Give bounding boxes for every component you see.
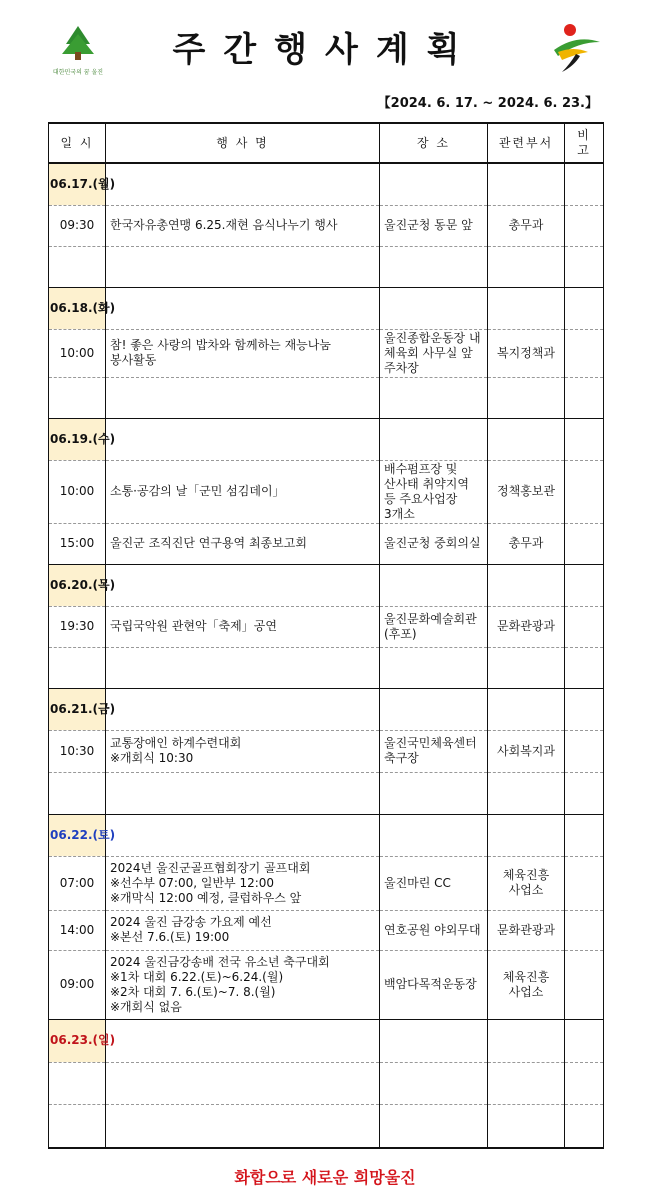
event-dept: 체육진흥 사업소 [488,856,565,910]
event-name: 2024 울진 금강송 가요제 예선 ※본선 7.6.(토) 19:00 [106,910,380,950]
event-name: 소통·공감의 날「군민 섬김데이」 [106,460,380,523]
date-cell: 06.17.(월) [49,163,106,205]
blank-row [49,1062,604,1104]
table-row [49,856,604,910]
event-note [565,460,604,523]
event-name: 울진군 조직진단 연구용역 최종보고회 [106,523,380,564]
event-note [565,329,604,377]
date-row [49,287,604,329]
event-name: 2024년 울진군골프협회장기 골프대회 ※선수부 07:00, 일반부 12:00 ※개막식 12:00 예정, 클럽하우스 앞 [106,856,380,910]
blank-row [49,1104,604,1148]
column-header-dept: 관련부서 [488,123,565,163]
table-row [49,205,604,246]
date-row [49,163,604,205]
event-place: 울진문화예술회관 (후포) [380,606,488,647]
event-note [565,523,604,564]
event-name: 국립국악원 관현악「축제」공연 [106,606,380,647]
event-note [565,606,604,647]
event-time: 07:00 [49,856,106,910]
event-note [565,730,604,772]
event-dept: 복지정책과 [488,329,565,377]
date-cell: 06.19.(수) [49,418,106,460]
event-name: 교통장애인 하계수련대회 ※개회식 10:30 [106,730,380,772]
event-dept: 체육진흥 사업소 [488,950,565,1019]
event-place: 울진종합운동장 내 체육회 사무실 앞 주차장 [380,329,488,377]
event-note [565,205,604,246]
table-row [49,329,604,377]
event-place: 배수펌프장 및 산사태 취약지역 등 주요사업장 3개소 [380,460,488,523]
column-header-place: 장 소 [380,123,488,163]
event-dept: 총무과 [488,523,565,564]
event-name: 참! 좋은 사랑의 밥차와 함께하는 재능나눔 봉사활동 [106,329,380,377]
table-row [49,730,604,772]
date-cell: 06.20.(목) [49,564,106,606]
date-row [49,814,604,856]
date-row [49,418,604,460]
event-note [565,950,604,1019]
event-place: 울진국민체육센터 축구장 [380,730,488,772]
event-place: 백암다목적운동장 [380,950,488,1019]
event-place: 울진마린 CC [380,856,488,910]
event-place: 연호공원 야외무대 [380,910,488,950]
table-row [49,910,604,950]
event-time: 19:30 [49,606,106,647]
event-note [565,910,604,950]
date-cell: 06.18.(화) [49,287,106,329]
event-dept: 문화관광과 [488,606,565,647]
event-time: 10:00 [49,329,106,377]
event-dept: 정책홍보관 [488,460,565,523]
date-cell: 06.23.(일) [49,1019,106,1062]
event-place: 울진군청 동문 앞 [380,205,488,246]
event-time: 10:30 [49,730,106,772]
weekly-schedule-table [48,122,604,1149]
event-note [565,856,604,910]
blank-row [49,246,604,287]
table-row [49,606,604,647]
column-header-event: 행 사 명 [106,123,380,163]
event-place: 울진군청 중회의실 [380,523,488,564]
event-name: 2024 울진금강송배 전국 유소년 축구대회 ※1차 대회 6.22.(토)~6.24.(월) ※2차 대회 7. 6.(토)~7. 8.(월) ※개회식 없음 [106,950,380,1019]
uljin-emblem-icon [548,20,604,76]
schedule-period: 【2024. 6. 17. ~ 2024. 6. 23.】 [377,96,598,111]
page-title: 주간행사계획 [172,30,478,70]
date-row [49,1019,604,1062]
event-time: 15:00 [49,523,106,564]
event-time: 09:00 [49,950,106,1019]
blank-row [49,772,604,814]
event-time: 14:00 [49,910,106,950]
date-row [49,564,604,606]
footer-slogan: 화합으로 새로운 희망울진 [234,1168,416,1187]
event-dept: 문화관광과 [488,910,565,950]
blank-row [49,377,604,418]
table-header-row [49,123,604,163]
table-row [49,460,604,523]
column-header-datetime: 일 시 [49,123,106,163]
date-cell: 06.22.(토) [49,814,106,856]
event-time: 09:30 [49,205,106,246]
left-logo-caption: 대한민국의 꿈 울진 [52,69,104,76]
event-dept: 사회복지과 [488,730,565,772]
date-cell: 06.21.(금) [49,688,106,730]
date-row [49,688,604,730]
page-header [0,0,650,120]
event-name: 한국자유총연맹 6.25.재현 음식나누기 행사 [106,205,380,246]
event-time: 10:00 [49,460,106,523]
event-dept: 총무과 [488,205,565,246]
table-row [49,523,604,564]
blank-row [49,647,604,688]
column-header-note: 비 고 [565,123,604,163]
table-row [49,950,604,1019]
